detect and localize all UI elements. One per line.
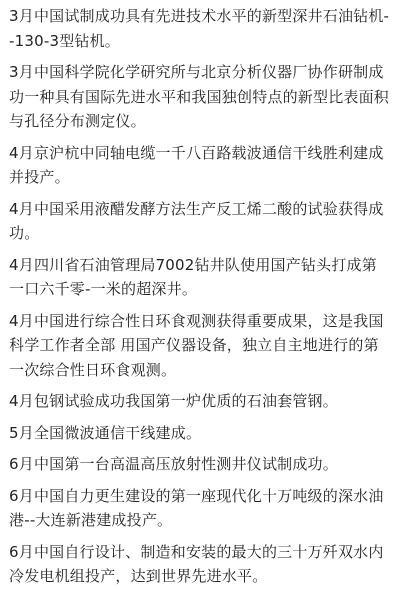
entry-drilling-rig: 3月中国试制成功具有先进技术水平的新型深井石油钻机--130-3型钻机。 [9, 7, 390, 50]
entry-ultra-deep-well: 4月四川省石油管理局7002钻井队使用国产钻头打成第一口六千零-一米的超深井。 [9, 255, 377, 298]
entry-microwave-trunk-line: 5月全国微波通信干线建成。 [9, 423, 202, 442]
entry-casing-steel: 4月包钢试验成功我国第一炉优质的石油套管钢。 [9, 392, 338, 410]
entry-surface-area-analyzer: 3月中国科学院化学研究所与北京分析仪器厂协作研制成功一种具有国际先进水平和我国独创特点的新型比表面积与孔径分布测定仪。 [9, 63, 390, 130]
entry-eclipse-observation: 4月中国进行综合性日环食观测获得重要成果，这是我国科学工作者全部 用国产仪器设备，独立自主地进行的第一次综合性日环食观测。 [9, 311, 384, 379]
entry-generator-unit: 6月中国自行设计、制造和安装的最大的三十万歼双水内冷发电机组投产，达到世界先进水平。 [9, 542, 384, 585]
entry-logging-instrument: 6月中国第一台高温高压放射性测井仪试制成功。 [9, 455, 338, 473]
entry-coaxial-cable-line: 4月京沪杭中同轴电缆一千八百路载波通信干线胜利建成并投产。 [9, 143, 384, 186]
entry-fermentation-trial: 4月中国采用液醋发酵方法生产反工烯二酸的试验获得成功。 [9, 199, 384, 242]
entry-dalian-oil-port: 6月中国自力更生建设的第一座现代化十万吨级的深水油港--大连新港建成投产。 [9, 486, 384, 529]
